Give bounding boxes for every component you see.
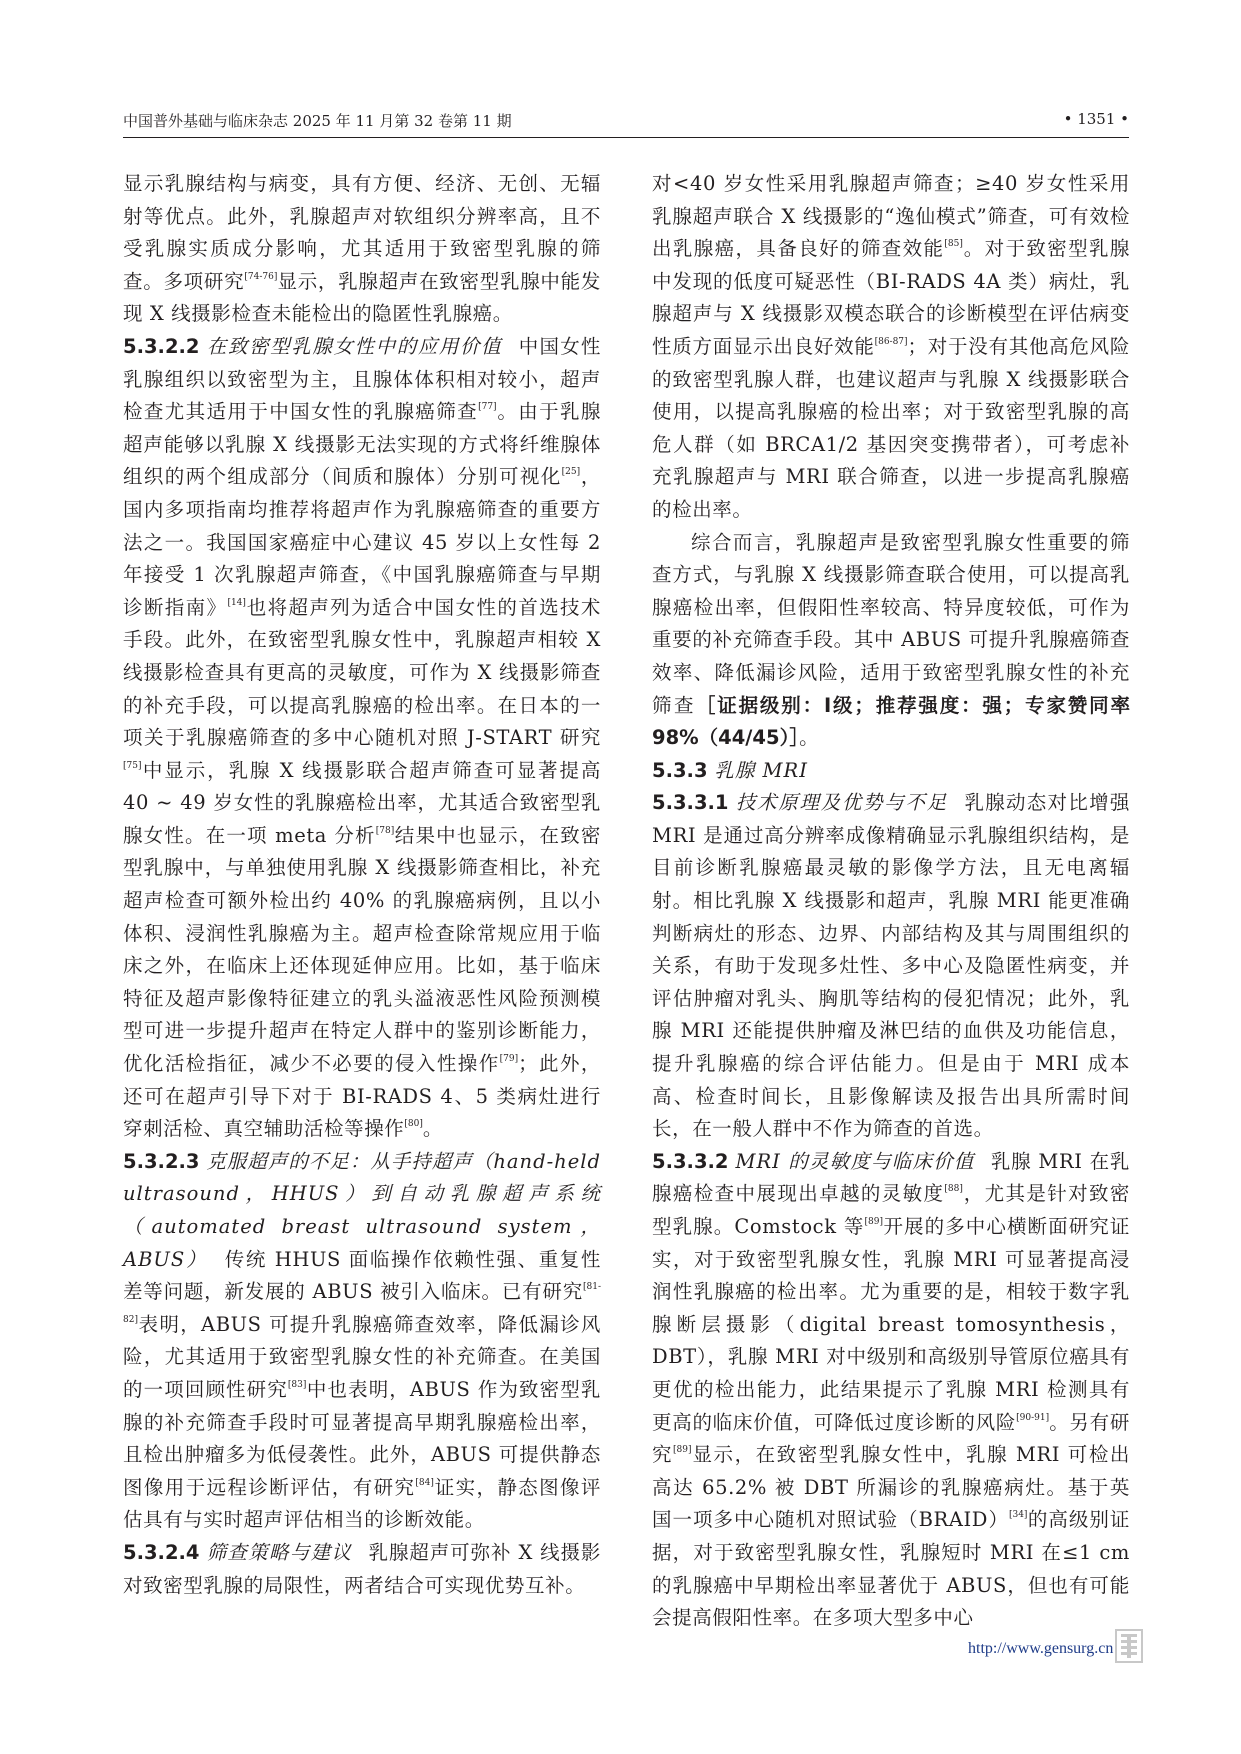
citation-link[interactable]: [79] [499, 1054, 519, 1065]
citation-link[interactable]: [89] [673, 1445, 692, 1456]
paragraph: 显示乳腺结构与病变，具有方便、经济、无创、无辐射等优点。此外，乳腺超声对软组织分辨率高，且不受乳腺实质成分影响，尤其适用于致密型乳腺的筛查。多项研究[74-76]显示，乳腺超声在致密型乳腺中能发现 X 线摄影检查未能检出的隐匿性乳腺癌。 [123, 172, 601, 326]
section-title: 筛查策略与建议 [206, 1540, 353, 1564]
citation-link[interactable]: [77] [478, 402, 497, 413]
section-5-3-3-2: 5.3.3.2 MRI 的灵敏度与临床价值 乳腺 MRI 在乳腺癌检查中展现出卓越的灵敏度[88]，尤其是针对致密型乳腺。Comstock 等[89]开展的多中心横断面研究证实，对于致密型乳腺女性，乳腺 MRI 可显著提高浸润性乳腺癌的检出率。尤为重要的是，相较于数字乳腺断层摄影（digital breast tomosynthesis，DBT），乳腺 MRI 对中级别和高级别导管原位癌具有更优的检出能力，此结果提示了乳腺 MRI 检测具有更高的临床价值，可降低过度诊断的风险[90-91]。另有研究[89]显示，在致密型乳腺女性中，乳腺 MRI 可检出高达 65.2% 被 DBT 所漏诊的乳腺癌病灶。基于英国一项多中心随机对照试验（BRAID）[34]的高级别证据，对于致密型乳腺女性，乳腺短时 MRI 在≤1 cm 的乳腺癌中早期检出率显著优于 ABUS，但也有可能会提高假阳性率。在多项大型多中心 [652, 1149, 1130, 1630]
citation-link[interactable]: [74-76] [244, 271, 278, 282]
citation-link[interactable]: [34] [1008, 1510, 1028, 1521]
journal-website-link[interactable]: http://www.gensurg.cn [968, 1640, 1114, 1657]
section-number: 5.3.2.2 [123, 334, 200, 358]
section-number: 5.3.2.4 [123, 1540, 200, 1564]
citation-link[interactable]: [84] [415, 1477, 434, 1488]
section-5-3-2-4: 5.3.2.4 筛查策略与建议 乳腺超声可弥补 X 线摄影对致密型乳腺的局限性，两者结合可实现优势互补。 [123, 1540, 601, 1597]
citation-link[interactable]: [83] [287, 1379, 307, 1390]
section-number: 5.3.3 [652, 758, 708, 782]
section-5-3-2-2: 5.3.2.2 在致密型乳腺女性中的应用价值 中国女性乳腺组织以致密型为主，且腺体体积相对较小，超声检查尤其适用于中国女性的乳腺癌筛查[77]。由于乳腺超声能够以乳腺 X 线摄影无法实现的方式将纤维腺体组织的两个组成部分（间质和腺体）分别可视化[25]，国内多项指南均推荐将超声作为乳腺癌筛查的重要方法之一。我国国家癌症中心建议 45 岁以上女性每 2 年接受 1 次乳腺超声筛查，《中国乳腺癌筛查与早期诊断指南》[14]也将超声列为适合中国女性的首选技术手段。此外，在致密型乳腺女性中，乳腺超声相较 X 线摄影检查具有更高的灵敏度，可作为 X 线摄影筛查的补充手段，可以提高乳腺癌的检出率。在日本的一项关于乳腺癌筛查的多中心随机对照 J-START 研究[75]中显示，乳腺 X 线摄影联合超声筛查可显著提高 40 ~ 49 岁女性的乳腺癌检出率，尤其适合致密型乳腺女性。在一项 meta 分析[78]结果中也显示，在致密型乳腺中，与单独使用乳腺 X 线摄影筛查相比，补充超声检查可额外检出约 40% 的乳腺癌病例，且以小体积、浸润性乳腺癌为主。超声检查除常规应用于临床之外，在临床上还体现延伸应用。比如，基于临床特征及超声影像特征建立的乳头溢液恶性风险预测模型可进一步提升超声在特定人群中的鉴别诊断能力，优化活检指征，减少不必要的侵入性操作[79]；此外，还可在超声引导下对于 BI-RADS 4、5 类病灶进行穿刺活检、真空辅助活检等操作[80]。 [123, 334, 601, 1141]
citation-link[interactable]: [14] [227, 597, 246, 608]
section-title: 乳腺 MRI [714, 758, 808, 782]
summary-paragraph: 综合而言，乳腺超声是致密型乳腺女性重要的筛查方式，与乳腺 X 线摄影筛查联合使用，可以提高乳腺癌检出率，但假阳性率较高、特异度较低，可作为重要的补充筛查手段。其中 ABUS 可提升乳腺癌筛查效率、降低漏诊风险，适用于致密型乳腺女性的补充筛查［证据级别：Ⅰ级；推荐强度：强；专家赞同率 98%（44/45）］。 [652, 530, 1130, 750]
citation-link[interactable]: [75] [123, 760, 142, 771]
citation-link[interactable]: [89] [864, 1217, 883, 1227]
citation-link[interactable]: [25] [561, 467, 581, 478]
section-title: 在致密型乳腺女性中的应用价值 [206, 334, 503, 358]
header-rule [123, 137, 1129, 138]
section-number: 5.3.3.2 [652, 1149, 729, 1173]
citation-link[interactable]: [78] [375, 825, 395, 836]
citation-link[interactable]: [81-82] [123, 1282, 601, 1325]
citation-link[interactable]: [90-91] [1016, 1412, 1050, 1423]
running-header [123, 110, 1129, 142]
paragraph: 对<40 岁女性采用乳腺超声筛查；≥40 岁女性采用乳腺超声联合 X 线摄影的“逸仙模式”筛查，可有效检出乳腺癌，具备良好的筛查效能[85]。对于致密型乳腺中发现的低度可疑恶性（BI-RADS 4A 类）病灶，乳腺超声与 X 线摄影双模态联合的诊断模型在评估病变性质方面显示出良好效能[86-87]；对于没有其他高危风险的致密型乳腺人群，也建议超声与乳腺 X 线摄影联合使用，以提高乳腺癌的检出率；对于致密型乳腺的高危人群（如 BRCA1/2 基因突变携带者），可考虑补充乳腺超声与 MRI 联合筛查，以进一步提高乳腺癌的检出率。 [652, 172, 1130, 521]
citation-link[interactable]: [86-87] [874, 336, 908, 347]
journal-logo-icon [1114, 1628, 1144, 1664]
right-column [652, 168, 1130, 1635]
left-column [123, 168, 601, 1602]
section-5-3-2-3: 5.3.2.3 克服超声的不足：从手持超声（hand-held ultrasound，HHUS）到自动乳腺超声系统（automated breast ultrasound system，ABUS） 传统 HHUS 面临操作依赖性强、重复性差等问题，新发展的 ABUS 被引入临床。已有研究[81-82]表明，ABUS 可提升乳腺癌筛查效率，降低漏诊风险，尤其适用于致密型乳腺女性的补充筛查。在美国的一项回顾性研究[83]中也表明，ABUS 作为致密型乳腺的补充筛查手段时可显著提高早期乳腺癌检出率，且检出肿瘤多为低侵袭性。此外，ABUS 可提供静态图像用于远程诊断评估，有研究[84]证实，静态图像评估具有与实时超声评估相当的诊断效能。 [123, 1149, 601, 1532]
journal-title: 中国普外基础与临床杂志 2025 年 11 月第 32 卷第 11 期 [123, 112, 512, 130]
citation-link[interactable]: [80] [404, 1119, 423, 1130]
section-number: 5.3.3.1 [652, 791, 729, 815]
section-number: 5.3.2.3 [123, 1149, 200, 1173]
section-title: 技术原理及优势与不足 [735, 791, 948, 815]
evidence-level: ［证据级别：Ⅰ级；推荐强度：强；专家赞同率 98%（44/45）］ [652, 693, 1130, 750]
section-title: 克服超声的不足：从手持超声（hand-held ultrasound，HHUS）到自动乳腺超声系统（automated breast ultrasound system，ABUS） [123, 1149, 601, 1271]
citation-link[interactable]: [85] [944, 239, 963, 250]
section-title: MRI 的灵敏度与临床价值 [735, 1149, 975, 1173]
section-5-3-3 [652, 755, 1130, 788]
section-5-3-3-1: 5.3.3.1 技术原理及优势与不足 乳腺动态对比增强 MRI 是通过高分辨率成像精确显示乳腺组织结构，是目前诊断乳腺癌最灵敏的影像学方法，且无电离辐射。相比乳腺 X 线摄影和超声，乳腺 MRI 能更准确判断病灶的形态、边界、内部结构及其与周围组织的关系，有助于发现多灶性、多中心及隐匿性病变，并评估肿瘤对乳头、胸肌等结构的侵犯情况；此外，乳腺 MRI 还能提供肿瘤及淋巴结的血供及功能信息，提升乳腺癌的综合评估能力。但是由于 MRI 成本高、检查时间长，且影像解读及报告出具所需时间长，在一般人群中不作为筛查的首选。 [652, 791, 1130, 1141]
citation-link[interactable]: [88] [944, 1184, 963, 1195]
page-number: • 1351 • [1063, 110, 1129, 128]
